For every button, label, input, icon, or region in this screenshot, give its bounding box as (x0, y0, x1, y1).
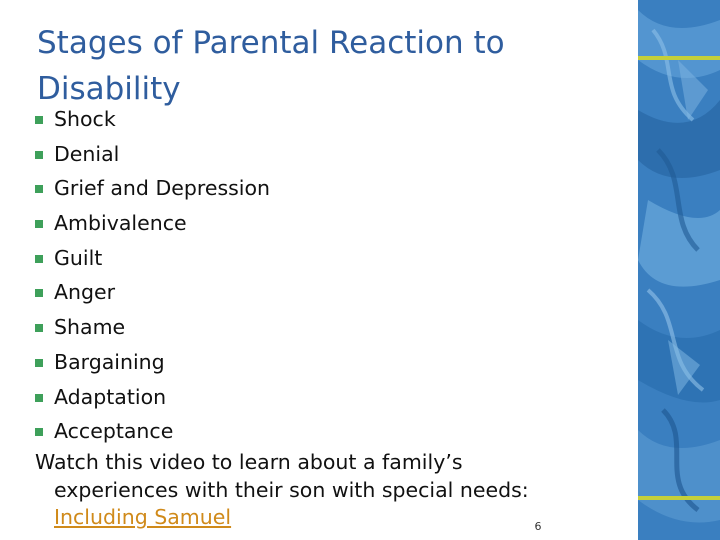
decorative-side-panel (638, 0, 720, 540)
list-item (35, 345, 625, 380)
list-item (35, 241, 625, 276)
square-bullet-icon (35, 324, 43, 332)
stage-label: Adaptation (54, 384, 167, 409)
list-item (35, 414, 625, 449)
including-samuel-link[interactable]: Including Samuel (54, 505, 232, 529)
square-bullet-icon (35, 394, 43, 402)
stage-label: Denial (54, 141, 120, 166)
stage-label: Grief and Depression (54, 176, 271, 201)
list-item (35, 206, 625, 241)
square-bullet-icon (35, 289, 43, 297)
slide-title: Stages of Parental Reaction to Disability (37, 25, 505, 107)
video-note-line1: Watch this video to learn about a family’s (35, 450, 463, 474)
stage-label: Guilt (54, 245, 103, 270)
stage-label: Bargaining (54, 349, 165, 374)
square-bullet-icon (35, 185, 43, 193)
slide-number: 6 (534, 520, 542, 533)
square-bullet-icon (35, 151, 43, 159)
list-item (35, 380, 625, 415)
list-item (35, 171, 625, 206)
stage-label: Shame (54, 315, 126, 340)
square-bullet-icon (35, 116, 43, 124)
stage-label: Anger (54, 280, 116, 305)
stage-label: Ambivalence (54, 211, 187, 236)
abstract-painting-image (638, 0, 720, 540)
stage-label: Acceptance (54, 419, 174, 444)
square-bullet-icon (35, 359, 43, 367)
stage-label: Shock (54, 107, 116, 131)
list-item (35, 275, 625, 310)
list-item (35, 102, 625, 137)
list-item (35, 310, 625, 345)
square-bullet-icon (35, 255, 43, 263)
stages-list (35, 102, 625, 449)
square-bullet-icon (35, 220, 43, 228)
video-note-line2: experiences with their son with special needs: (54, 477, 529, 502)
square-bullet-icon (35, 428, 43, 436)
list-item (35, 137, 625, 172)
